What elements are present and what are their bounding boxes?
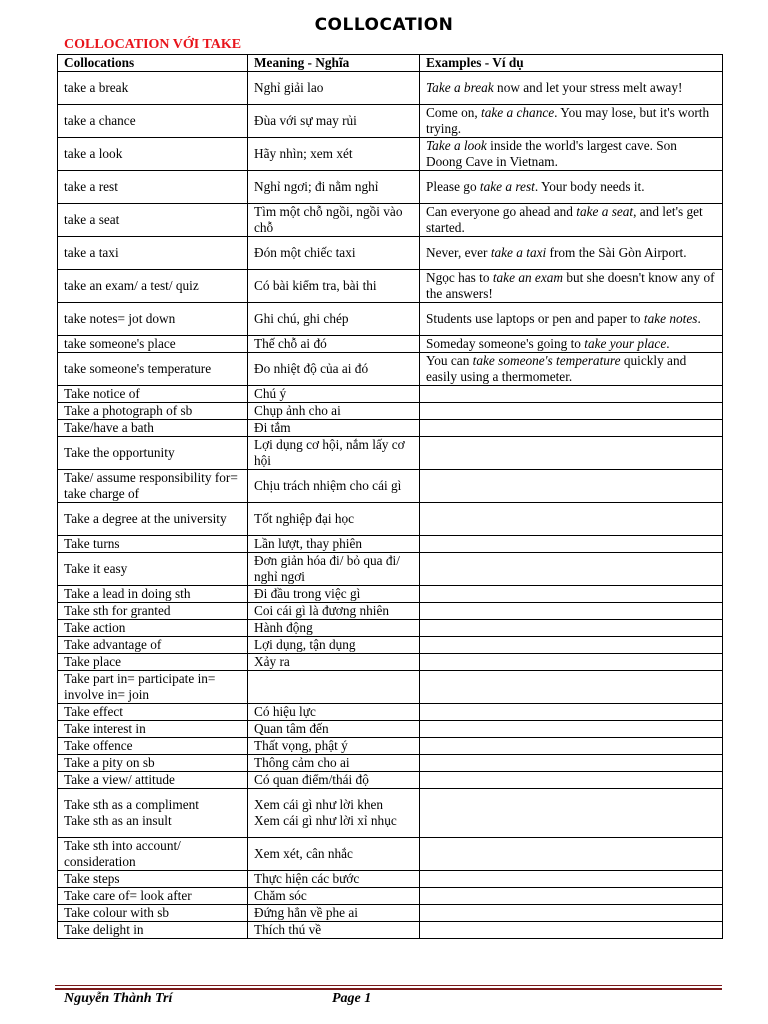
meaning-cell: Hãy nhìn; xem xét (248, 138, 420, 171)
example-cell (420, 303, 723, 336)
collocation-cell: Take colour with sb (58, 905, 248, 922)
column-header-examples: Examples - Ví dụ (420, 55, 723, 72)
collocation-cell: Take turns (58, 536, 248, 553)
collocation-cell: Take offence (58, 738, 248, 755)
example-collocation-italic: take notes (643, 311, 698, 326)
example-text: . You may lose, but it's worth trying. (426, 105, 710, 136)
table-row (58, 772, 723, 789)
collocation-cell: take a look (58, 138, 248, 171)
meaning-cell: Chăm sóc (248, 888, 420, 905)
example-cell (420, 838, 723, 871)
example-cell (420, 171, 723, 204)
table-body (58, 72, 723, 939)
example-text: Come on, (426, 105, 482, 120)
example-text: now and let your stress melt away! (493, 80, 683, 95)
example-cell (420, 637, 723, 654)
meaning-cell: Xem xét, cân nhắc (248, 838, 420, 871)
example-text: You can (426, 353, 473, 368)
example-cell (420, 105, 723, 138)
meaning-cell: Chú ý (248, 386, 420, 403)
table-row (58, 586, 723, 603)
meaning-cell: Lợi dụng cơ hội, nắm lấy cơ hội (248, 437, 420, 470)
collocation-cell: take someone's temperature (58, 353, 248, 386)
example-cell (420, 922, 723, 939)
table-row (58, 603, 723, 620)
collocation-cell: take an exam/ a test/ quiz (58, 270, 248, 303)
table-row (58, 671, 723, 704)
table-row (58, 437, 723, 470)
collocation-cell: Take a lead in doing sth (58, 586, 248, 603)
collocation-cell: Take a degree at the university (58, 503, 248, 536)
example-collocation-italic: Take a look (426, 138, 487, 153)
meaning-cell: Nghỉ ngơi; đi nằm nghỉ (248, 171, 420, 204)
collocation-cell: Take sth for granted (58, 603, 248, 620)
meaning-cell: Ghi chú, ghi chép (248, 303, 420, 336)
example-collocation-italic: take a seat (576, 204, 634, 219)
collocation-cell: take a break (58, 72, 248, 105)
collocation-cell: Take a photograph of sb (58, 403, 248, 420)
meaning-cell: Xem cái gì như lời khen Xem cái gì như lời xỉ nhục (248, 789, 420, 838)
example-cell (420, 420, 723, 437)
example-cell (420, 437, 723, 470)
example-cell (420, 353, 723, 386)
example-text: inside the world's largest cave. Son Doong Cave in Vietnam. (426, 138, 677, 169)
table-row (58, 105, 723, 138)
footer-page-number: Page 1 (332, 991, 372, 1006)
column-header-collocations: Collocations (58, 55, 248, 72)
meaning-cell: Coi cái gì là đương nhiên (248, 603, 420, 620)
table-row (58, 704, 723, 721)
meaning-cell: Thích thú về (248, 922, 420, 939)
table-row (58, 353, 723, 386)
example-text: Never, ever (426, 245, 491, 260)
table-row (58, 922, 723, 939)
example-cell (420, 204, 723, 237)
table-row (58, 838, 723, 871)
collocation-table (57, 54, 723, 939)
table-row (58, 888, 723, 905)
example-text: , and let's get started. (426, 204, 703, 235)
section-title: COLLOCATION VỚI TAKE (64, 37, 242, 52)
collocation-cell: take a taxi (58, 237, 248, 270)
table-row (58, 470, 723, 503)
example-text: Ngọc has to (426, 270, 493, 285)
meaning-cell: Hành động (248, 620, 420, 637)
example-text: from the Sài Gòn Airport. (546, 245, 687, 260)
example-cell (420, 704, 723, 721)
example-collocation-italic: take someone's temperature (472, 353, 621, 368)
example-collocation-italic: take a taxi (490, 245, 547, 260)
example-cell (420, 620, 723, 637)
meaning-cell: Đùa với sự may rủi (248, 105, 420, 138)
meaning-cell: Lần lượt, thay phiên (248, 536, 420, 553)
table-row (58, 553, 723, 586)
example-collocation-italic: Take a break (426, 80, 494, 95)
example-text: quickly and easily using a thermometer. (426, 353, 687, 384)
table-row (58, 403, 723, 420)
meaning-cell: Đo nhiệt độ của ai đó (248, 353, 420, 386)
meaning-cell: Đơn giản hóa đi/ bỏ qua đi/ nghỉ ngơi (248, 553, 420, 586)
table-row (58, 303, 723, 336)
collocation-cell: take someone's place (58, 336, 248, 353)
example-collocation-italic: take a chance (481, 105, 555, 120)
collocation-cell: Take/have a bath (58, 420, 248, 437)
collocation-cell: Take the opportunity (58, 437, 248, 470)
table-row (58, 620, 723, 637)
table-row (58, 755, 723, 772)
table-row (58, 237, 723, 270)
table-row (58, 386, 723, 403)
collocation-cell: take a chance (58, 105, 248, 138)
example-cell (420, 671, 723, 704)
example-cell (420, 586, 723, 603)
meaning-cell: Thất vọng, phật ý (248, 738, 420, 755)
meaning-cell: Đi tắm (248, 420, 420, 437)
table-row (58, 871, 723, 888)
table-row (58, 738, 723, 755)
example-cell (420, 386, 723, 403)
collocation-cell: Take interest in (58, 721, 248, 738)
example-cell (420, 270, 723, 303)
meaning-cell: Xảy ra (248, 654, 420, 671)
meaning-cell: Có hiệu lực (248, 704, 420, 721)
collocation-cell: Take/ assume responsibility for= take charge of (58, 470, 248, 503)
collocation-cell: Take part in= participate in= involve in= join (58, 671, 248, 704)
example-cell (420, 603, 723, 620)
example-cell (420, 336, 723, 353)
table-row (58, 171, 723, 204)
example-collocation-italic: take an exam (492, 270, 563, 285)
collocation-cell: Take action (58, 620, 248, 637)
meaning-cell: Thực hiện các bước (248, 871, 420, 888)
meaning-cell: Tìm một chỗ ngồi, ngồi vào chỗ (248, 204, 420, 237)
example-text: . Your body needs it. (534, 179, 645, 194)
example-cell (420, 536, 723, 553)
footer-rule-thin (55, 985, 722, 986)
footer-author: Nguyễn Thành Trí (64, 991, 173, 1006)
column-header-meaning: Meaning - Nghĩa (248, 55, 420, 72)
example-cell (420, 654, 723, 671)
collocation-cell: take notes= jot down (58, 303, 248, 336)
meaning-cell: Thế chỗ ai đó (248, 336, 420, 353)
example-collocation-italic: take a rest (479, 179, 535, 194)
example-text: . (666, 336, 670, 351)
collocation-cell: take a rest (58, 171, 248, 204)
table-row (58, 72, 723, 105)
meaning-cell: Tốt nghiệp đại học (248, 503, 420, 536)
collocation-cell: Take advantage of (58, 637, 248, 654)
table-row (58, 536, 723, 553)
collocation-cell: Take sth as a compliment Take sth as an insult (58, 789, 248, 838)
table-row (58, 654, 723, 671)
table-row (58, 637, 723, 654)
table-row (58, 420, 723, 437)
meaning-cell: Chịu trách nhiệm cho cái gì (248, 470, 420, 503)
example-cell (420, 888, 723, 905)
meaning-cell: Thông cảm cho ai (248, 755, 420, 772)
collocation-cell: take a seat (58, 204, 248, 237)
collocation-cell: Take a pity on sb (58, 755, 248, 772)
collocation-cell: Take steps (58, 871, 248, 888)
meaning-cell: Lợi dụng, tận dụng (248, 637, 420, 654)
table-row (58, 721, 723, 738)
meaning-cell: Nghỉ giải lao (248, 72, 420, 105)
collocation-cell: Take effect (58, 704, 248, 721)
collocation-cell: Take it easy (58, 553, 248, 586)
meaning-cell: Đi đầu trong việc gì (248, 586, 420, 603)
meaning-cell (248, 671, 420, 704)
collocation-cell: Take care of= look after (58, 888, 248, 905)
collocation-cell: Take sth into account/ consideration (58, 838, 248, 871)
example-cell (420, 72, 723, 105)
meaning-cell: Đứng hẳn về phe ai (248, 905, 420, 922)
example-text: Please go (426, 179, 480, 194)
collocation-cell: Take notice of (58, 386, 248, 403)
table-row (58, 138, 723, 171)
table-row (58, 204, 723, 237)
meaning-cell: Chụp ảnh cho ai (248, 403, 420, 420)
example-cell (420, 503, 723, 536)
example-text: Can everyone go ahead and (426, 204, 577, 219)
footer-rule-thick (55, 988, 722, 990)
meaning-cell: Quan tâm đến (248, 721, 420, 738)
table-row (58, 270, 723, 303)
page-title: COLLOCATION (314, 15, 454, 35)
example-cell (420, 871, 723, 888)
example-cell (420, 553, 723, 586)
table-row (58, 503, 723, 536)
collocation-cell: Take place (58, 654, 248, 671)
example-text: but she doesn't know any of the answers! (426, 270, 715, 301)
table-row (58, 336, 723, 353)
table-row (58, 789, 723, 838)
table-row (58, 905, 723, 922)
example-text: Students use laptops or pen and paper to (426, 311, 644, 326)
example-text: Someday someone's going to (426, 336, 585, 351)
meaning-cell: Có quan điểm/thái độ (248, 772, 420, 789)
example-cell (420, 721, 723, 738)
example-cell (420, 470, 723, 503)
example-text: . (697, 311, 701, 326)
example-cell (420, 738, 723, 755)
example-cell (420, 237, 723, 270)
example-cell (420, 755, 723, 772)
collocation-cell: Take a view/ attitude (58, 772, 248, 789)
example-collocation-italic: take your place (584, 336, 667, 351)
collocation-cell: Take delight in (58, 922, 248, 939)
meaning-cell: Có bài kiểm tra, bài thi (248, 270, 420, 303)
example-cell (420, 905, 723, 922)
table-header-row (58, 55, 723, 72)
meaning-cell: Đón một chiếc taxi (248, 237, 420, 270)
example-cell (420, 789, 723, 838)
example-cell (420, 138, 723, 171)
example-cell (420, 403, 723, 420)
example-cell (420, 772, 723, 789)
